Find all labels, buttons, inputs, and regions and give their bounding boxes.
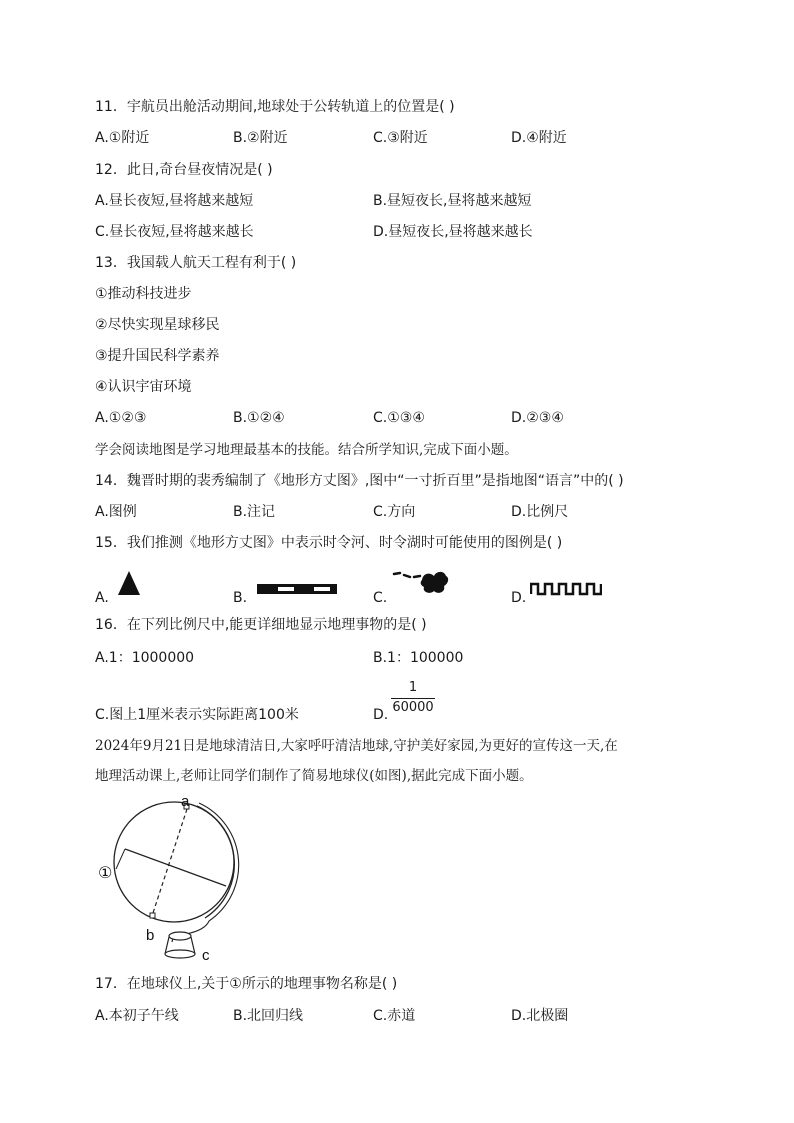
q11-option-c[interactable]: C.③附近 — [373, 130, 428, 146]
q17-option-a[interactable]: A.本初子午线 — [95, 1008, 179, 1024]
globe-axis — [152, 809, 187, 916]
seasonal-lake-icon — [392, 568, 454, 596]
q15-option-c[interactable]: C. — [373, 590, 388, 606]
marker-leader-line — [116, 849, 125, 869]
q13-option-c[interactable]: C.①③④ — [373, 410, 425, 426]
q12-option-d[interactable]: D.昼短夜长,昼将越来越长 — [373, 224, 533, 240]
q13-option-b[interactable]: B.①②④ — [233, 410, 285, 426]
globe-latitude-line — [125, 849, 226, 886]
q16-option-d[interactable]: D. — [373, 707, 389, 723]
q13-item-1: ①推动科技进步 — [95, 286, 192, 302]
q11-option-d[interactable]: D.④附近 — [511, 130, 567, 146]
q16-option-a[interactable]: A.1：1000000 — [95, 650, 195, 666]
q12-stem: 12．此日,奇台昼夜情况是( ) — [95, 162, 273, 178]
globe-label-marker: ① — [98, 863, 113, 882]
square-wave-icon — [530, 582, 602, 596]
q11-option-b[interactable]: B.②附近 — [233, 130, 288, 146]
q17-option-d[interactable]: D.北极圈 — [511, 1008, 569, 1024]
q11-option-a[interactable]: A.①附近 — [95, 130, 150, 146]
q13-item-2: ②尽快实现星球移民 — [95, 317, 220, 333]
section-intro-globe-line1: 2024年9月21日是地球清洁日,大家呼吁清洁地球,守护美好家园,为更好的宣传这一天,在 — [95, 738, 618, 754]
section-intro-globe-line2: 地理活动课上,老师让同学们制作了简易地球仪(如图),据此完成下面小题。 — [95, 768, 533, 784]
q13-option-a[interactable]: A.①②③ — [95, 410, 147, 426]
q14-option-d[interactable]: D.比例尺 — [511, 504, 569, 520]
section-intro-maps: 学会阅读地图是学习地理最基本的技能。结合所学知识,完成下面小题。 — [95, 442, 518, 458]
railway-icon — [256, 583, 338, 595]
q12-option-a[interactable]: A.昼长夜短,昼将越来越短 — [95, 193, 254, 209]
q14-option-a[interactable]: A.图例 — [95, 504, 137, 520]
q15-option-b[interactable]: B. — [233, 590, 248, 606]
q13-item-3: ③提升国民科学素养 — [95, 348, 220, 364]
q14-stem: 14．魏晋时期的裴秀编制了《地形方丈图》,图中“一寸折百里”是指地图“语言”中的( ) — [95, 473, 624, 489]
globe-diagram — [94, 792, 244, 962]
q16-option-c[interactable]: C.图上1厘米表示实际距离100米 — [95, 707, 299, 723]
globe-label-b: b — [146, 927, 155, 944]
globe-label-c: c — [202, 947, 210, 962]
q12-option-c[interactable]: C.昼长夜短,昼将越来越长 — [95, 224, 254, 240]
q15-option-d[interactable]: D. — [511, 590, 527, 606]
q15-option-a[interactable]: A. — [95, 590, 109, 606]
globe-stand-top — [169, 932, 191, 940]
globe-label-a: a — [181, 793, 190, 810]
q13-item-4: ④认识宇宙环境 — [95, 379, 192, 395]
q16-stem: 16．在下列比例尺中,能更详细地显示地理事物的是( ) — [95, 617, 427, 633]
q12-option-b[interactable]: B.昼短夜长,昼将越来越短 — [373, 193, 532, 209]
q16-option-d-fraction — [391, 680, 435, 716]
fraction-numerator: 1 — [391, 680, 435, 699]
triangle-icon — [117, 570, 141, 596]
q14-option-c[interactable]: C.方向 — [373, 504, 416, 520]
q17-option-b[interactable]: B.北回归线 — [233, 1008, 304, 1024]
q16-option-b[interactable]: B.1：100000 — [373, 650, 464, 666]
fraction-denominator: 60000 — [392, 700, 434, 715]
q15-stem: 15．我们推测《地形方丈图》中表示时令河、时令湖时可能使用的图例是( ) — [95, 535, 563, 551]
q17-stem: 17．在地球仪上,关于①所示的地理事物名称是( ) — [95, 976, 398, 992]
q13-stem: 13．我国载人航天工程有利于( ) — [95, 255, 297, 271]
globe-stand-base — [165, 950, 195, 958]
q11-stem: 11．宇航员出舱活动期间,地球处于公转轨道上的位置是( ) — [95, 99, 455, 115]
q13-option-d[interactable]: D.②③④ — [511, 410, 564, 426]
q14-option-b[interactable]: B.注记 — [233, 504, 276, 520]
q17-option-c[interactable]: C.赤道 — [373, 1008, 416, 1024]
